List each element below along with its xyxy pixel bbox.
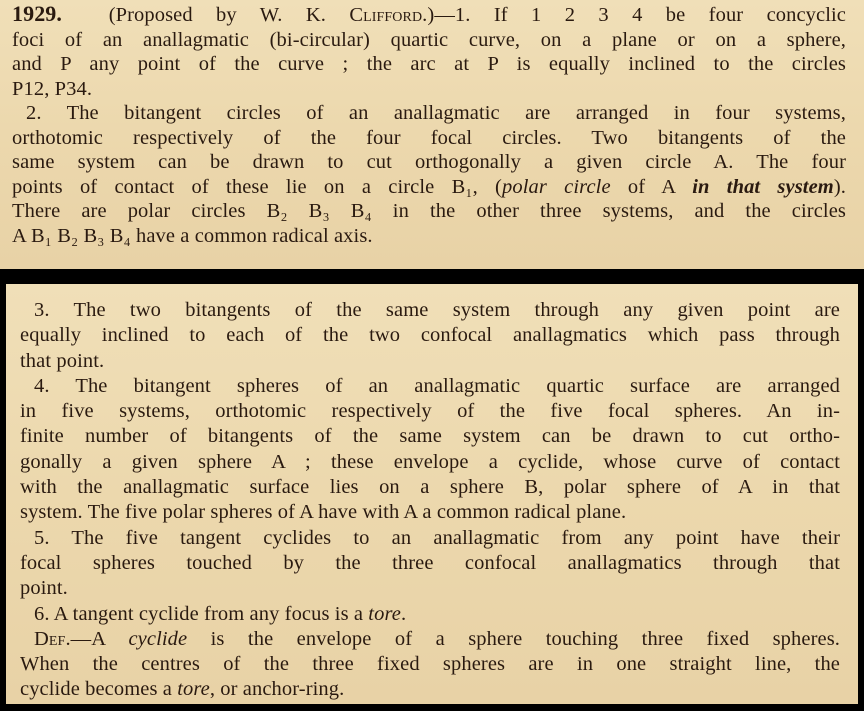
polar-circle-italic: polar circle (502, 175, 611, 198)
line6-end: . (400, 602, 407, 625)
text-line-b5: in five systems, orthotomic respectively of the five focal spheres. An in- (20, 400, 840, 423)
def-rest: is the envelope of a sphere touching three fixed spheres. (187, 627, 840, 650)
text-line-9: There are polar circles B₂ B₃ B₄ in the other three systems, and the circles (12, 200, 846, 222)
def-label: Def. (34, 627, 71, 650)
b1-end: ). (833, 175, 846, 198)
tore-italic: tore (368, 602, 401, 625)
text-line-b8: with the anallagmatic surface lies on a sphere B, polar sphere of A in that (20, 476, 840, 499)
text-line-b13 (20, 602, 840, 627)
text-line-b3: that point. (20, 349, 105, 372)
line6-start: 6. A tangent cyclide from any focus is a (34, 602, 369, 625)
cyc-start: cyclide becomes a (20, 678, 178, 701)
text-line-b6: finite number of bitangents of the same system can be drawn to cut ortho- (20, 425, 840, 448)
text-line-b14 (20, 627, 840, 652)
tore-italic-2: tore (177, 678, 210, 701)
text-line-b1: 3. The two bitangents of the same system through any given point are (34, 299, 840, 321)
cyc-end: , or anchor-ring. (209, 678, 345, 701)
b1-start: points of contact of these lie on a circle B₁, ( (12, 175, 502, 198)
text-line-b16 (20, 677, 840, 702)
text-line-b7: gonally a given sphere A ; these envelope a cyclide, whose curve of contact (20, 450, 840, 473)
text-line-b10: 5. The five tangent cyclides to an anallagmatic from any point have their (34, 526, 840, 549)
text-line-b2: equally inclined to each of the two confocal anallagmatics which pass through (20, 324, 840, 347)
in-that-system-italic: in that system (692, 175, 834, 198)
scan-fragment-top (0, 0, 864, 269)
scan-fragment-bottom (6, 284, 858, 704)
text-line-2: foci of an anallagmatic (bi-circular) quartic curve, on a plane or on a sphere, (12, 28, 846, 51)
text-line-b12: point. (20, 577, 68, 600)
text-line-5: 2. The bitangent circles of an anallagmatic are arranged in four systems, (26, 102, 846, 124)
problem-number: 1929. (12, 1, 62, 26)
text-line-4: P12, P34. (12, 77, 93, 100)
cyclide-italic: cyclide (128, 627, 188, 650)
text-line-b15: When the centres of the three fixed spheres are in one straight line, the (20, 653, 840, 676)
b1-mid: of A (610, 175, 693, 198)
proposer-name: Clifford (349, 4, 423, 26)
text-line-b4: 4. The bitangent spheres of an anallagmatic quartic surface are arranged (34, 374, 840, 397)
text-line-b9: system. The five polar spheres of A have with A a common radical plane. (20, 501, 627, 524)
def-dash: —A (70, 627, 129, 650)
text-line-8 (12, 175, 846, 200)
text-line-10: A B₁ B₂ B₃ B₄ have a common radical axis. (12, 224, 373, 247)
text-line-7: same system can be drawn to cut orthogonally a given circle A. The four (12, 151, 846, 173)
text-line-6: orthotomic respectively of the four focal circles. Two bitangents of the (12, 126, 846, 149)
text-line-1 (12, 2, 846, 28)
proposer-prefix: (Proposed by W. K. (108, 4, 350, 26)
text-line-b11: focal spheres touched by the three confocal anallagmatics through that (20, 551, 840, 574)
proposer-suffix: .)—1. If 1 2 3 4 be four concyclic (422, 4, 847, 26)
text-line-3: and P any point of the curve ; the arc at P is equally inclined to the circles (12, 53, 846, 75)
